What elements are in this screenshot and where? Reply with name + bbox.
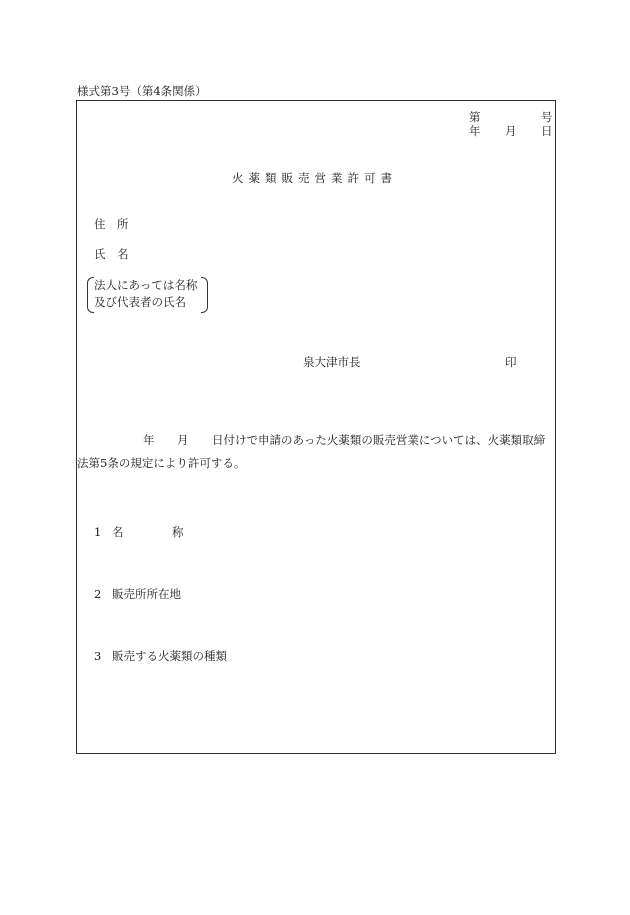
number-suffix: 号	[541, 110, 553, 124]
date-month: 月	[505, 124, 517, 138]
corp-note-line1: 法人にあっては名称	[94, 278, 198, 292]
seal-mark: 印	[505, 355, 517, 369]
address-label: 住 所	[94, 217, 129, 231]
item-1-label-a: 名	[112, 525, 124, 539]
item-1-label-b: 称	[172, 525, 184, 539]
note-bracket-right	[201, 277, 208, 313]
date-day: 日	[541, 124, 553, 138]
body-line2: 法第5条の規定により許可する。	[77, 456, 246, 470]
item-3-label: 販売する火薬類の種類	[112, 649, 227, 663]
body-month: 月	[177, 433, 189, 447]
issuer-name: 泉大津市長	[303, 355, 361, 369]
item-2-label: 販売所所在地	[112, 587, 181, 601]
date-year: 年	[469, 124, 481, 138]
body-year: 年	[143, 433, 155, 447]
form-number-label: 様式第3号（第4条関係）	[77, 84, 207, 98]
item-3-number: 3	[94, 649, 102, 663]
body-line1: 日付けで申請のあった火薬類の販売営業については、火薬類取締	[212, 433, 546, 447]
number-prefix: 第	[469, 110, 481, 124]
item-2-number: 2	[94, 587, 102, 601]
corp-note-line2: 及び代表者の氏名	[94, 295, 186, 309]
item-1-number: 1	[94, 525, 102, 539]
document-title: 火薬類販売営業許可書	[232, 171, 397, 185]
note-bracket-left	[87, 277, 94, 313]
name-label: 氏 名	[94, 247, 129, 261]
